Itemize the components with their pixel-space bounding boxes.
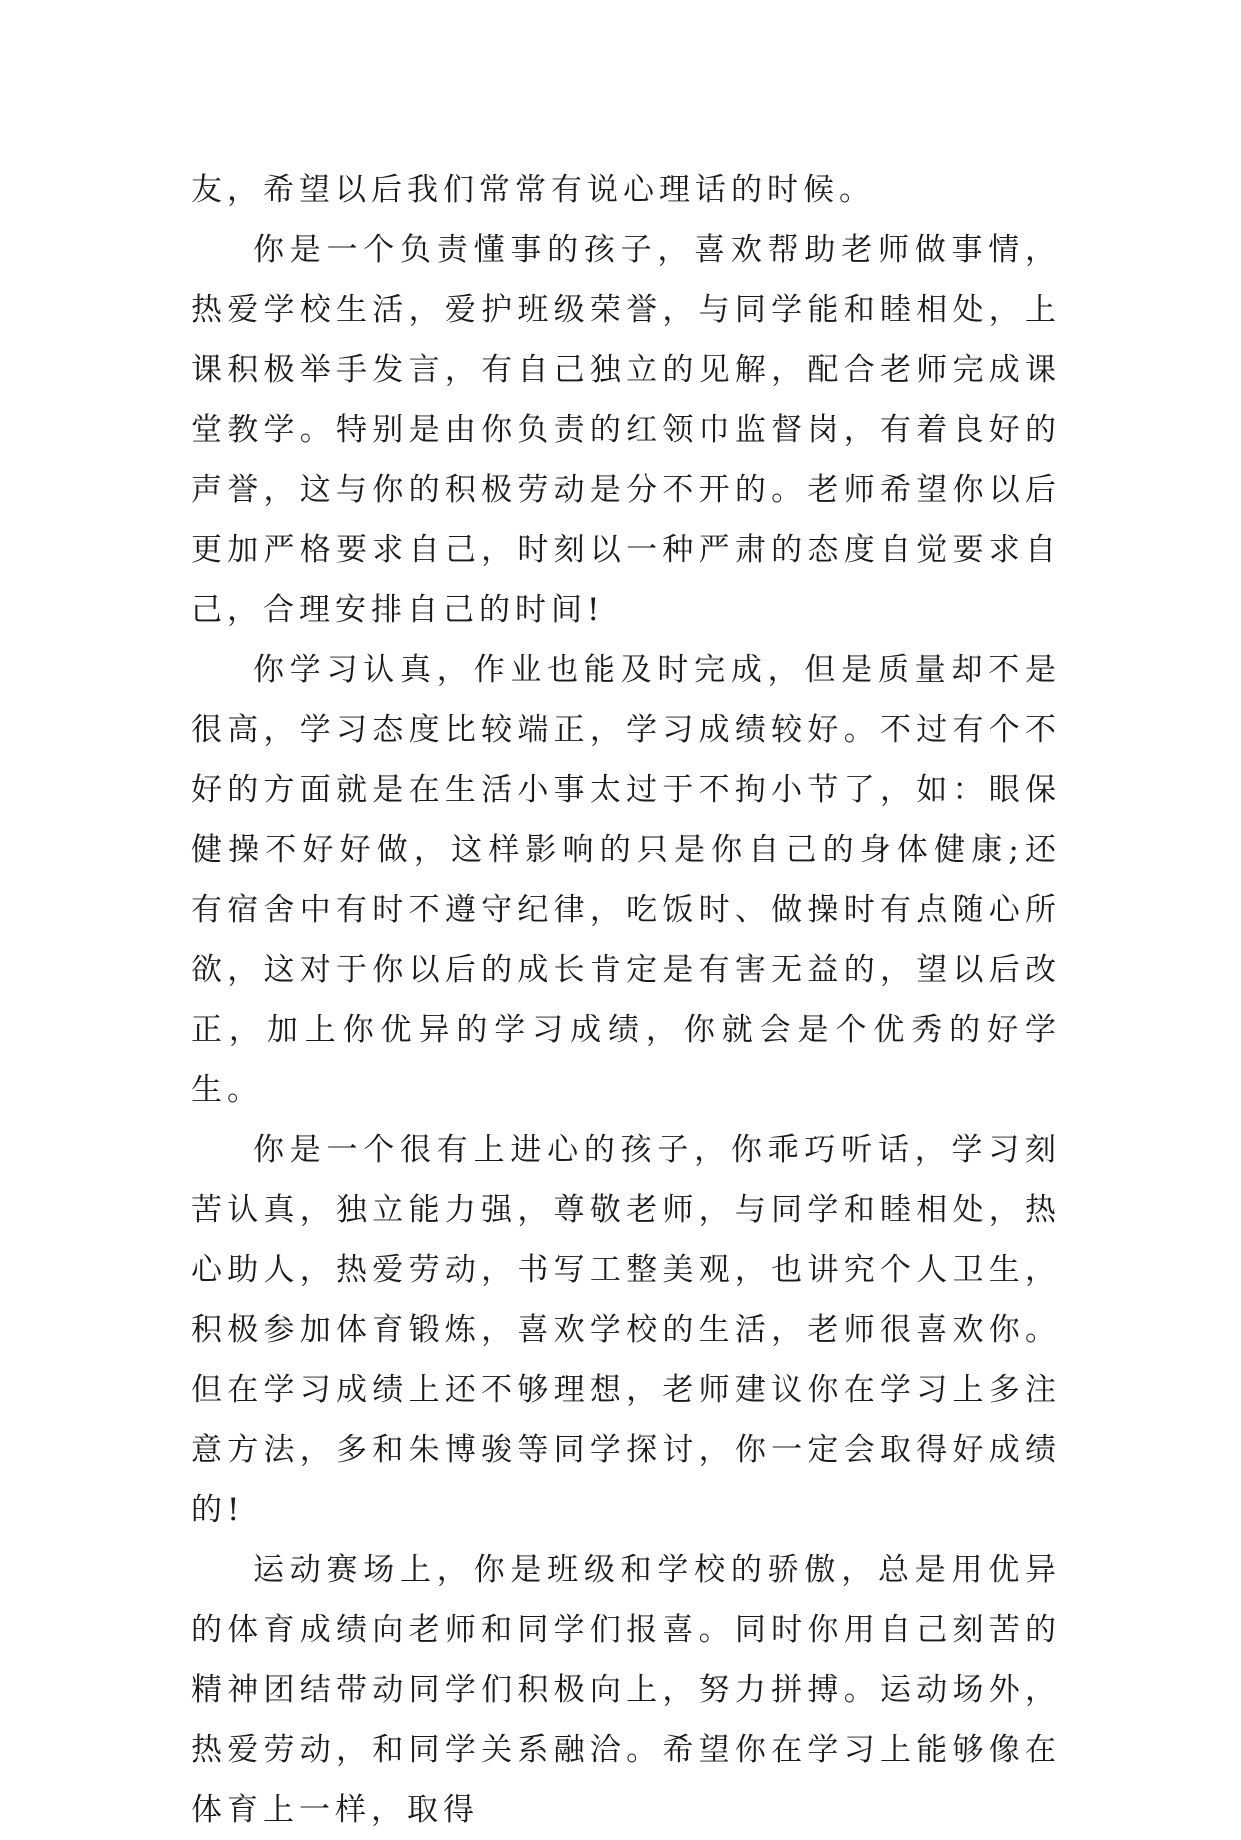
- paragraph-4: 你是一个很有上进心的孩子，你乖巧听话，学习刻苦认真，独立能力强，尊敬老师，与同学和睦相处，热心助人，热爱劳动，书写工整美观，也讲究个人卫生，积极参加体育锻炼，喜欢学校的生活，老师很喜欢你。但在学习成绩上还不够理想，老师建议你在学习上多注意方法，多和朱博骏等同学探讨，你一定会取得好成绩的!: [191, 1132, 1061, 1528]
- paragraph-2: 你是一个负责懂事的孩子，喜欢帮助老师做事情，热爱学校生活，爱护班级荣誉，与同学能和睦相处，上课积极举手发言，有自己独立的见解，配合老师完成课堂教学。特别是由你负责的红领巾监督岗，有着良好的声誉，这与你的积极劳动是分不开的。老师希望你以后更加严格要求自己，时刻以一种严肃的态度自觉要求自己，合理安排自己的时间!: [191, 232, 1061, 628]
- document-body: [191, 160, 1061, 1840]
- paragraph-5: 运动赛场上，你是班级和学校的骄傲，总是用优异的体育成绩向老师和同学们报喜。同时你用自己刻苦的精神团结带动同学们积极向上，努力拼搏。运动场外，热爱劳动，和同学关系融洽。希望你在学习上能够像在体育上一样，取得: [191, 1552, 1061, 1828]
- paragraph-3: 你学习认真，作业也能及时完成，但是质量却不是很高，学习态度比较端正，学习成绩较好。不过有个不好的方面就是在生活小事太过于不拘小节了，如：眼保健操不好好做，这样影响的只是你自己的身体健康;还有宿舍中有时不遵守纪律，吃饭时、做操时有点随心所欲，这对于你以后的成长肯定是有害无益的，望以后改正，加上你优异的学习成绩，你就会是个优秀的好学生。: [191, 652, 1061, 1108]
- paragraph-1: 友，希望以后我们常常有说心理话的时候。: [191, 172, 875, 208]
